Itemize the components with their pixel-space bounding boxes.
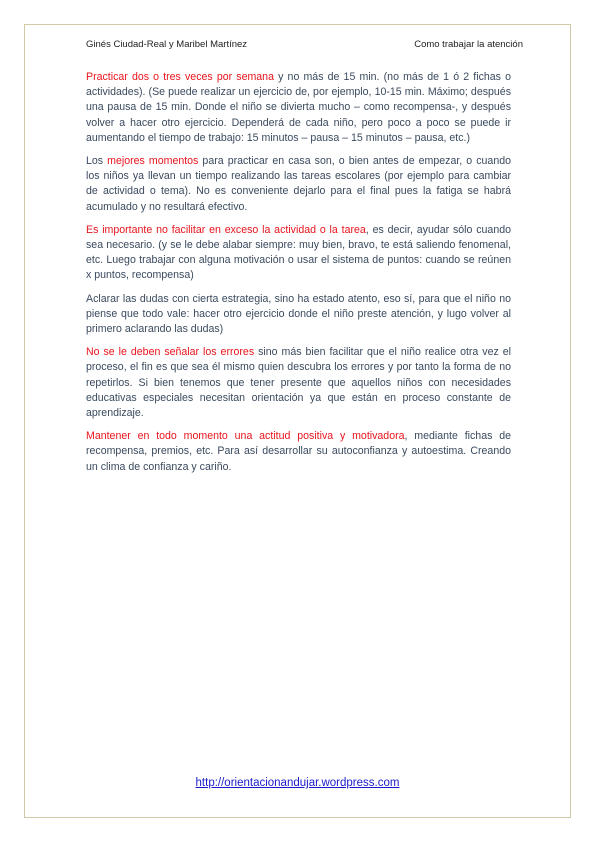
header-title: Como trabajar la atención: [414, 38, 523, 50]
paragraph-2-prefix: Los: [86, 155, 108, 168]
footer-link[interactable]: http://orientacionandujar.wordpress.com: [195, 777, 400, 789]
paragraph-3-text: , es decir, ayudar sólo cuando sea necesario. (y se le debe alabar siempre: muy bien, bravo, te está saliendo fenomenal, etc. Luego trabajar con alguna motivación o usar el sistema de puntos: cuando se reúnen x puntos, recompensa): [86, 223, 511, 282]
paragraph-3: [86, 223, 511, 284]
paragraph-1-highlight: Practicar dos o tres veces por semana: [86, 71, 274, 83]
paragraph-4: [86, 292, 511, 338]
paragraph-6-text: , mediante fichas de recompensa, premios, etc. Para así desarrollar su autoconfianza y autoestima. Creando un clima de confianza y cariño.: [86, 430, 512, 473]
paragraph-2: [86, 154, 511, 215]
paragraph-6-highlight: Mantener en todo momento una actitud positiva y motivadora: [86, 430, 405, 443]
paragraph-5: [86, 345, 511, 421]
body-text: [86, 70, 511, 483]
paragraph-2-highlight: mejores momentos: [107, 155, 199, 168]
paragraph-6: [86, 429, 511, 475]
paragraph-5-highlight: No se le deben señalar los errores: [86, 346, 255, 359]
page-header: [86, 36, 523, 52]
paragraph-5-text: sino más bien facilitar que el niño realice otra vez el proceso, el fin es que sea él mismo quien descubra los errores y por tanto la forma de no repetirlos. Si bien tenemos que tener presente que aquellos niños con necesidades educativas especiales necesitan orientación ya que están en proceso constante de aprendizaje.: [86, 346, 511, 420]
paragraph-3-highlight: Es importante no facilitar en exceso la actividad o la tarea: [86, 223, 366, 236]
paragraph-1-text: y no más de 15 min. (no más de 1 ó 2 fichas o actividades). (Se puede realizar un ejercicio de, por ejemplo, 10-15 min. Máximo; después una pausa de 15 min. Donde el niño se divierta mucho – como recompensa-, y después volver a hacer otro ejercicio. Dependerá de cada niño, pero poco a poco se puede ir aumentando el tiempo de trabajo: 15 minutos – pausa – 15 minutos – pausa, etc.): [86, 71, 511, 144]
paragraph-4-text: Aclarar las dudas con cierta estrategia, sino ha estado atento, eso sí, para que el niño no piense que todo vale: hacer otro ejercicio donde el niño preste atención, y lugo volver al primero aclarando las dudas): [86, 292, 511, 336]
paragraph-1: [86, 70, 511, 146]
header-authors: Ginés Ciudad-Real y Maribel Martínez: [86, 38, 248, 50]
paragraph-2-text: para practicar en casa son, o bien antes de empezar, o cuando los niños ya llevan un tiempo realizando las tareas escolares (por ejemplo para cambiar de actividad o tema). No es conveniente dejarlo para el final pues la fatiga se habrá acumulado y no resultará efectivo.: [86, 155, 512, 213]
